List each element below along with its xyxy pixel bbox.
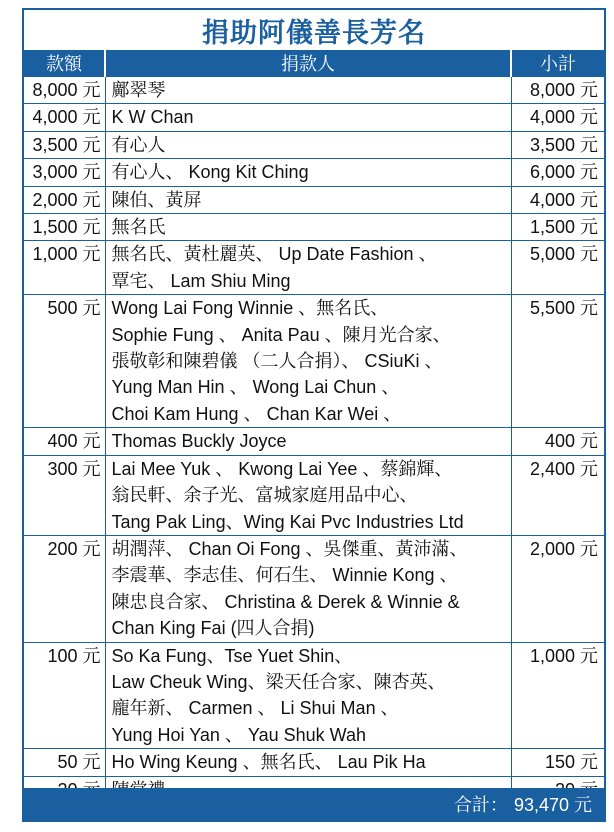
amount-cell: 8,000 元 xyxy=(24,77,105,104)
table-row xyxy=(24,214,604,241)
donor-line: 有心人、 Kong Kit Ching xyxy=(111,162,309,183)
donor-line: 有心人 xyxy=(111,134,166,155)
amount-cell: 300 元 xyxy=(24,455,105,535)
donor-line: Thomas Buckly Joyce xyxy=(111,431,287,452)
amount-cell: 1,000 元 xyxy=(24,241,105,295)
donor-line: Chan King Fai (四人合捐) xyxy=(111,618,315,639)
amount-cell: 400 元 xyxy=(24,428,105,455)
donor-line: 無名氏 xyxy=(111,217,166,238)
table-row xyxy=(24,186,604,213)
subtotal-cell: 400 元 xyxy=(511,428,604,455)
donor-line: 龐年新、 Carmen 、 Li Shui Man 、 xyxy=(111,698,399,719)
amount-cell: 4,000 元 xyxy=(24,104,105,131)
donor-names-cell xyxy=(105,749,511,776)
donor-line: Yung Man Hin 、 Wong Lai Chun 、 xyxy=(111,377,400,398)
subtotal-cell: 4,000 元 xyxy=(511,104,604,131)
donor-line: Choi Kam Hung 、 Chan Kar Wei 、 xyxy=(111,403,402,424)
donor-names-cell xyxy=(105,186,511,213)
donor-line: Yung Hoi Yan 、 Yau Shuk Wah xyxy=(111,724,366,745)
total-value: 93,470 元 xyxy=(513,795,592,815)
donor-line: 李震華、李志佳、何石生、 Winnie Kong 、 xyxy=(111,565,458,586)
amount-cell: 3,000 元 xyxy=(24,159,105,186)
table-row xyxy=(24,455,604,535)
table-row xyxy=(24,535,604,642)
donor-line: 胡潤萍、 Chan Oi Fong 、吳傑重、黃沛滿、 xyxy=(111,538,468,559)
donor-line: Sophie Fung 、 Anita Pau 、陳月光合家、 xyxy=(111,324,451,345)
donor-line: 翁民軒、余子光、富城家庭用品中心、 xyxy=(111,485,418,506)
donor-line: Ho Wing Keung 、無名氏、 Lau Pik Ha xyxy=(111,752,426,773)
subtotal-cell: 2,000 元 xyxy=(511,535,604,642)
donor-line: K W Chan xyxy=(111,107,194,128)
table-body xyxy=(24,77,604,803)
amount-cell: 200 元 xyxy=(24,535,105,642)
donor-names-cell xyxy=(105,159,511,186)
amount-cell: 500 元 xyxy=(24,295,105,428)
donor-line: Law Cheuk Wing、梁天任合家、陳杏英、 xyxy=(111,671,446,692)
table-header-row xyxy=(24,50,604,77)
donor-names-cell xyxy=(105,77,511,104)
amount-cell: 100 元 xyxy=(24,642,105,749)
donor-names-cell xyxy=(105,295,511,428)
donor-names-cell xyxy=(105,214,511,241)
donor-line: 張敬彰和陳碧儀 （二人合捐）、 CSiuKi 、 xyxy=(111,351,443,372)
subtotal-cell: 5,500 元 xyxy=(511,295,604,428)
donor-names-cell xyxy=(105,241,511,295)
table-row xyxy=(24,77,604,104)
donor-names-cell xyxy=(105,455,511,535)
subtotal-cell: 5,000 元 xyxy=(511,241,604,295)
page-title: 捐助阿儀善長芳名 xyxy=(202,17,426,49)
donor-line: 覃宅、 Lam Shiu Ming xyxy=(111,270,291,291)
donor-line: 陳伯、黃屏 xyxy=(111,189,202,210)
donor-line: 無名氏、黃杜麗英、 Up Date Fashion 、 xyxy=(111,244,437,265)
donor-line: 鄺翠琴 xyxy=(111,80,166,100)
table-row xyxy=(24,104,604,131)
subtotal-cell: 1,500 元 xyxy=(511,214,604,241)
donor-line: Tang Pak Ling、Wing Kai Pvc Industries Ltd xyxy=(111,511,464,532)
table-row xyxy=(24,642,604,749)
subtotal-cell: 3,500 元 xyxy=(511,131,604,158)
donor-line: 陳忠良合家、 Christina & Derek & Winnie & xyxy=(111,591,460,612)
table-row xyxy=(24,241,604,295)
donor-names-cell xyxy=(105,535,511,642)
subtotal-cell: 8,000 元 xyxy=(511,77,604,104)
subtotal-cell: 150 元 xyxy=(511,749,604,776)
subtotal-cell: 6,000 元 xyxy=(511,159,604,186)
donor-line: Wong Lai Fong Winnie 、無名氏、 xyxy=(111,298,389,319)
table-row xyxy=(24,131,604,158)
table-row xyxy=(24,295,604,428)
amount-cell: 3,500 元 xyxy=(24,131,105,158)
header-amount: 款額 xyxy=(24,50,105,77)
donation-table xyxy=(24,50,604,803)
donor-names-cell xyxy=(105,131,511,158)
header-subtotal: 小計 xyxy=(511,50,604,77)
amount-cell: 1,500 元 xyxy=(24,214,105,241)
donation-list-frame xyxy=(22,8,606,822)
header-donors: 捐款人 xyxy=(105,50,511,77)
table-row xyxy=(24,428,604,455)
donor-line: So Ka Fung、Tse Yuet Shin、 xyxy=(111,645,353,666)
subtotal-cell: 2,400 元 xyxy=(511,455,604,535)
donor-names-cell xyxy=(105,104,511,131)
donor-names-cell xyxy=(105,642,511,749)
donor-names-cell xyxy=(105,428,511,455)
donor-line: Lai Mee Yuk 、 Kwong Lai Yee 、蔡錦輝、 xyxy=(111,458,453,479)
subtotal-cell: 4,000 元 xyxy=(511,186,604,213)
subtotal-cell: 1,000 元 xyxy=(511,642,604,749)
amount-cell: 2,000 元 xyxy=(24,186,105,213)
table-row xyxy=(24,749,604,776)
total-label: 合計： xyxy=(453,795,508,815)
total-bar xyxy=(24,788,604,820)
table-row xyxy=(24,159,604,186)
amount-cell: 50 元 xyxy=(24,749,105,776)
